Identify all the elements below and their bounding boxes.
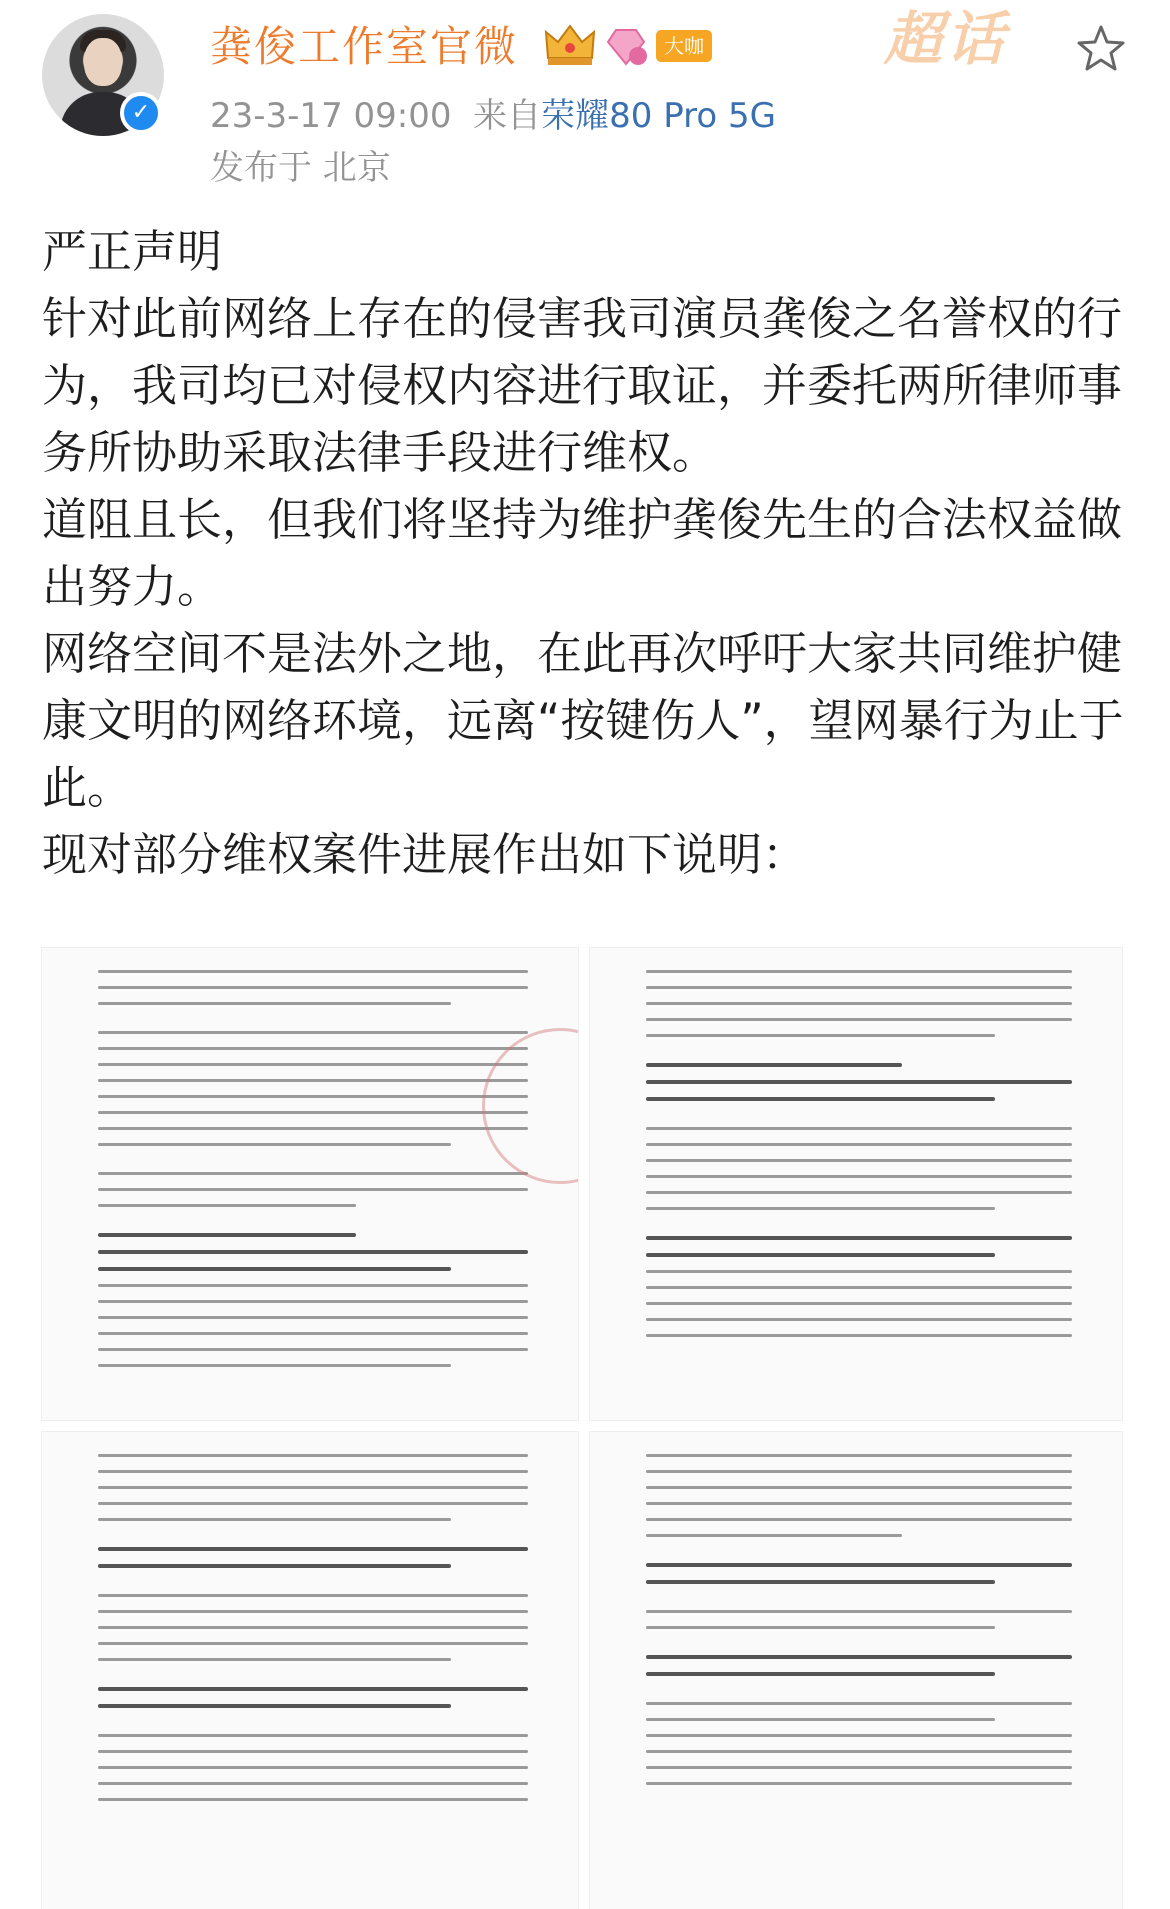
post-paragraph: 道阻且长，但我们将坚持为维护龚俊先生的合法权益做出努力。: [42, 493, 1123, 613]
post-paragraph: 严正声明: [42, 225, 223, 278]
post-paragraph: 现对部分维权案件进展作出如下说明：: [42, 828, 808, 881]
post-meta: [210, 88, 776, 137]
attached-document-image[interactable]: [590, 1432, 1122, 1909]
star-icon[interactable]: [1075, 22, 1127, 74]
attached-document-image[interactable]: [42, 1432, 578, 1909]
post-header: [0, 0, 1170, 190]
post-time: 23-3-17 09:00: [210, 96, 452, 136]
post-paragraph: 针对此前网络上存在的侵害我司演员龚俊之名誉权的行为，我司均已对侵权内容进行取证，并委托两所律师事务所协助采取法律手段进行维权。: [42, 292, 1123, 479]
attached-document-image[interactable]: [42, 948, 578, 1420]
verified-badge-icon: ✓: [120, 92, 162, 134]
author-name[interactable]: 龚俊工作室官微: [210, 22, 519, 71]
status-badge: 大咖: [656, 30, 712, 62]
source-prefix: 来自: [473, 96, 542, 136]
post-paragraph: 网络空间不是法外之地，在此再次呼吁大家共同维护健康文明的网络环境，远离“按键伤人”，望网暴行为止于此。: [42, 627, 1124, 814]
vip-level-icon: [604, 24, 648, 68]
post-location: 发布于 北京: [210, 148, 391, 188]
source-device-link[interactable]: 荣耀80 Pro 5G: [541, 96, 776, 136]
attached-document-image[interactable]: [590, 948, 1122, 1420]
supertopic-watermark[interactable]: 超话: [884, 5, 1009, 73]
crown-icon: [542, 20, 598, 68]
attached-images-grid: [42, 948, 1122, 1909]
post-body: [42, 218, 1132, 888]
